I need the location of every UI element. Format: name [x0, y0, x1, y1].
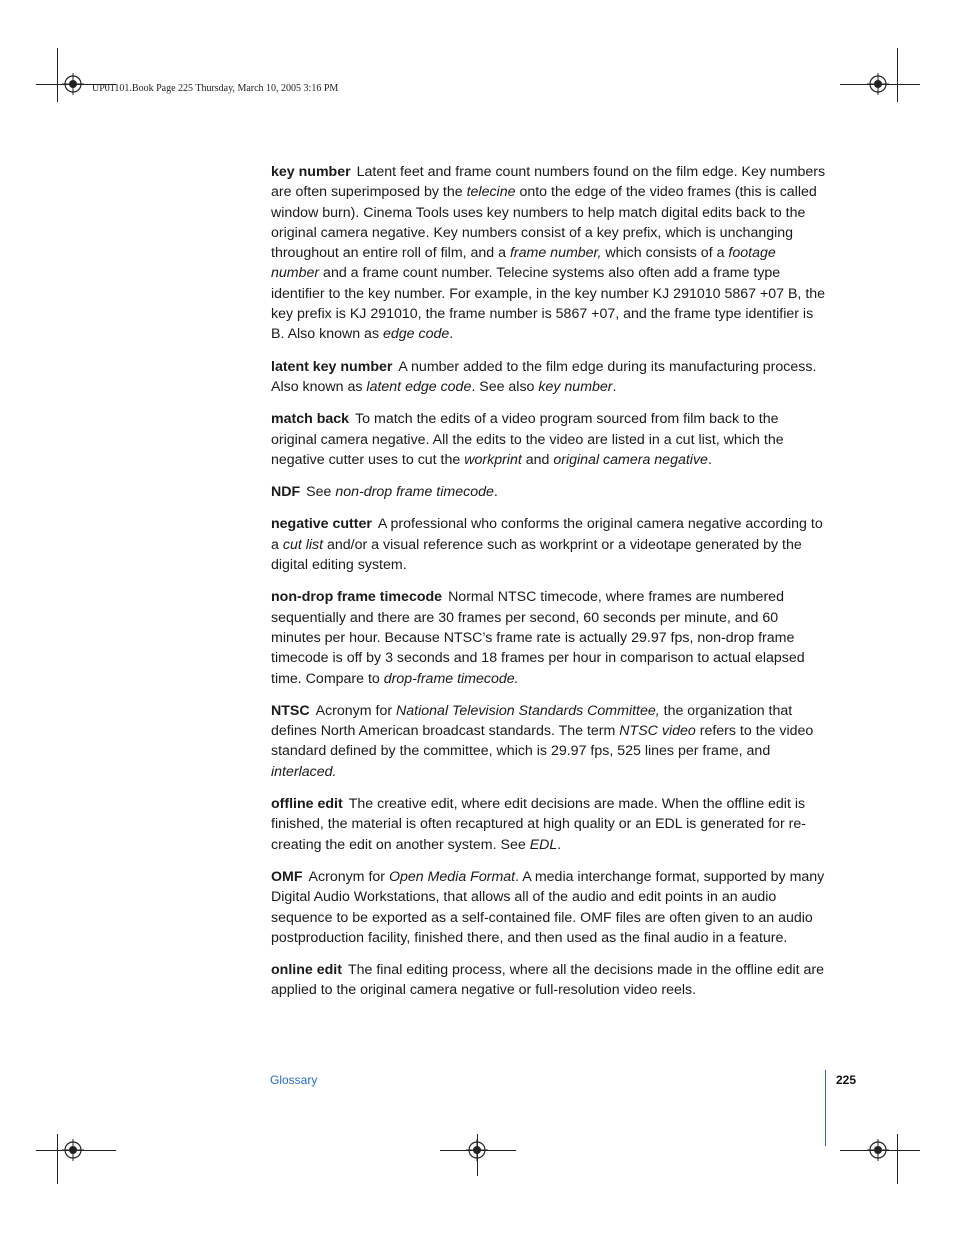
- glossary-entry: [271, 867, 827, 948]
- definition-text: Acronym for: [315, 702, 397, 719]
- definition-emphasis: NTSC video: [619, 723, 696, 740]
- registration-mark-icon: [62, 73, 84, 95]
- definition-text: .: [612, 378, 617, 395]
- definition-emphasis: edge code: [382, 326, 450, 343]
- definition-emphasis: workprint: [464, 451, 522, 468]
- registration-mark-icon: [867, 1139, 889, 1161]
- definition-text: which consists of a: [601, 245, 729, 262]
- definition-emphasis: latent edge code: [366, 378, 472, 395]
- definition-emphasis: footage number: [271, 245, 776, 282]
- glossary-entry: [271, 587, 827, 688]
- glossary-entry: [271, 960, 827, 1001]
- glossary-term: offline edit: [271, 796, 343, 813]
- definition-text: and a frame count number. Telecine systems also often add a frame type identifier to the key number. For example, in the key number KJ 291010 5867 +07 B, the key prefix is KJ 291010, the frame number is 5867 +07, and the frame type identifier is B. Also known as: [271, 265, 826, 343]
- crop-mark: [57, 1134, 58, 1184]
- glossary-content: [271, 162, 827, 1013]
- crop-mark: [57, 48, 58, 102]
- definition-emphasis: key number: [538, 378, 613, 395]
- definition-text: Normal NTSC timecode, where frames are numbered sequentially and there are 30 frames per second, 60 seconds per minute, and 60 minutes per hour. Because NTSC’s frame rate is actually 29.97 fps, non-drop frame timecode is off by 3 seconds and 18 frames per hour in comparison to actual elapsed time. Compare to: [271, 589, 805, 687]
- definition-emphasis: National Television Standards Committee,: [396, 702, 660, 719]
- definition-emphasis: telecine: [466, 184, 516, 201]
- definition-text: The creative edit, where edit decisions are made. When the offline edit is finished, the material is often recaptured at high quality or an EDL is generated for re-creating the edit on another system. See: [271, 796, 806, 853]
- definition-text: the organization that defines North American broadcast standards. The term: [271, 702, 793, 740]
- glossary-entry: [271, 162, 827, 345]
- definition-text: .: [557, 836, 562, 853]
- definition-text: Acronym for: [308, 868, 389, 885]
- definition-text: .: [493, 484, 498, 501]
- definition-emphasis: cut list: [282, 536, 324, 553]
- print-slug: UP01101.Book Page 225 Thursday, March 10, 2005 3:16 PM: [92, 83, 339, 94]
- glossary-term: NDF: [271, 484, 301, 501]
- definition-emphasis: EDL: [529, 836, 558, 853]
- glossary-entry: [271, 514, 827, 575]
- crop-mark: [897, 1134, 898, 1184]
- glossary-entry: [271, 357, 827, 398]
- glossary-entry: [271, 409, 827, 470]
- glossary-entry: [271, 794, 827, 855]
- definition-text: .: [449, 326, 454, 343]
- definition-emphasis: original camera negative: [553, 451, 708, 468]
- registration-mark-icon: [466, 1139, 488, 1161]
- footer-section-label: Glossary: [270, 1073, 318, 1087]
- glossary-entry: [271, 482, 827, 502]
- glossary-term: match back: [271, 411, 350, 428]
- definition-text: .: [707, 451, 712, 468]
- definition-text: and/or a visual reference such as workprint or a videotape generated by the digital editing system.: [271, 536, 802, 574]
- definition-text: . See also: [471, 378, 539, 395]
- glossary-term: NTSC: [271, 702, 310, 719]
- definition-emphasis: frame number,: [509, 245, 602, 262]
- definition-text: refers to the video standard defined by the committee, which is 29.97 fps, 525 lines per frame, and: [271, 723, 814, 760]
- definition-text: See: [306, 484, 336, 501]
- footer-rule: [825, 1070, 826, 1146]
- definition-emphasis: Open Media Format: [388, 868, 516, 885]
- glossary-term: latent key number: [271, 358, 393, 375]
- page-number: 225: [836, 1073, 857, 1087]
- crop-mark: [897, 48, 898, 102]
- registration-mark-icon: [62, 1139, 84, 1161]
- glossary-term: negative cutter: [271, 516, 372, 533]
- definition-emphasis: non-drop frame timecode: [335, 484, 494, 501]
- definition-text: The final editing process, where all the decisions made in the offline edit are applied to the original camera negative or full-resolution video reels.: [271, 962, 825, 999]
- definition-emphasis: interlaced.: [271, 763, 337, 780]
- definition-text: . A media interchange format, supported by many Digital Audio Workstations, that allows all of the audio and edit points in an audio sequence to be exported as a self-contained file. OMF files are often given to an audio postproduction facility, finished there, and then used as the final audio in a feature.: [271, 868, 825, 946]
- definition-text: A professional who conforms the original camera negative according to a: [271, 516, 823, 553]
- glossary-term: non-drop frame timecode: [271, 589, 443, 606]
- glossary-term: online edit: [271, 962, 342, 979]
- glossary-entry: [271, 701, 827, 782]
- definition-emphasis: drop-frame timecode.: [383, 670, 519, 687]
- definition-text: A number added to the film edge during its manufacturing process. Also known as: [271, 358, 817, 395]
- definition-text: To match the edits of a video program sourced from film back to the original camera negative. All the edits to the video are listed in a cut list, which the negative cutter uses to cut the: [271, 411, 784, 468]
- registration-mark-icon: [867, 73, 889, 95]
- glossary-term: key number: [271, 164, 351, 180]
- definition-text: onto the edge of the video frames (this is called window burn). Cinema Tools uses key numbers to help match digital edits back to the original camera negative. Key numbers consist of a key prefix, which is unchanging throughout an entire roll of film, and a: [271, 184, 817, 262]
- definition-text: Latent feet and frame count numbers found on the film edge. Key numbers are often superimposed by the: [271, 164, 826, 201]
- definition-text: and: [521, 451, 554, 468]
- glossary-term: OMF: [271, 868, 303, 885]
